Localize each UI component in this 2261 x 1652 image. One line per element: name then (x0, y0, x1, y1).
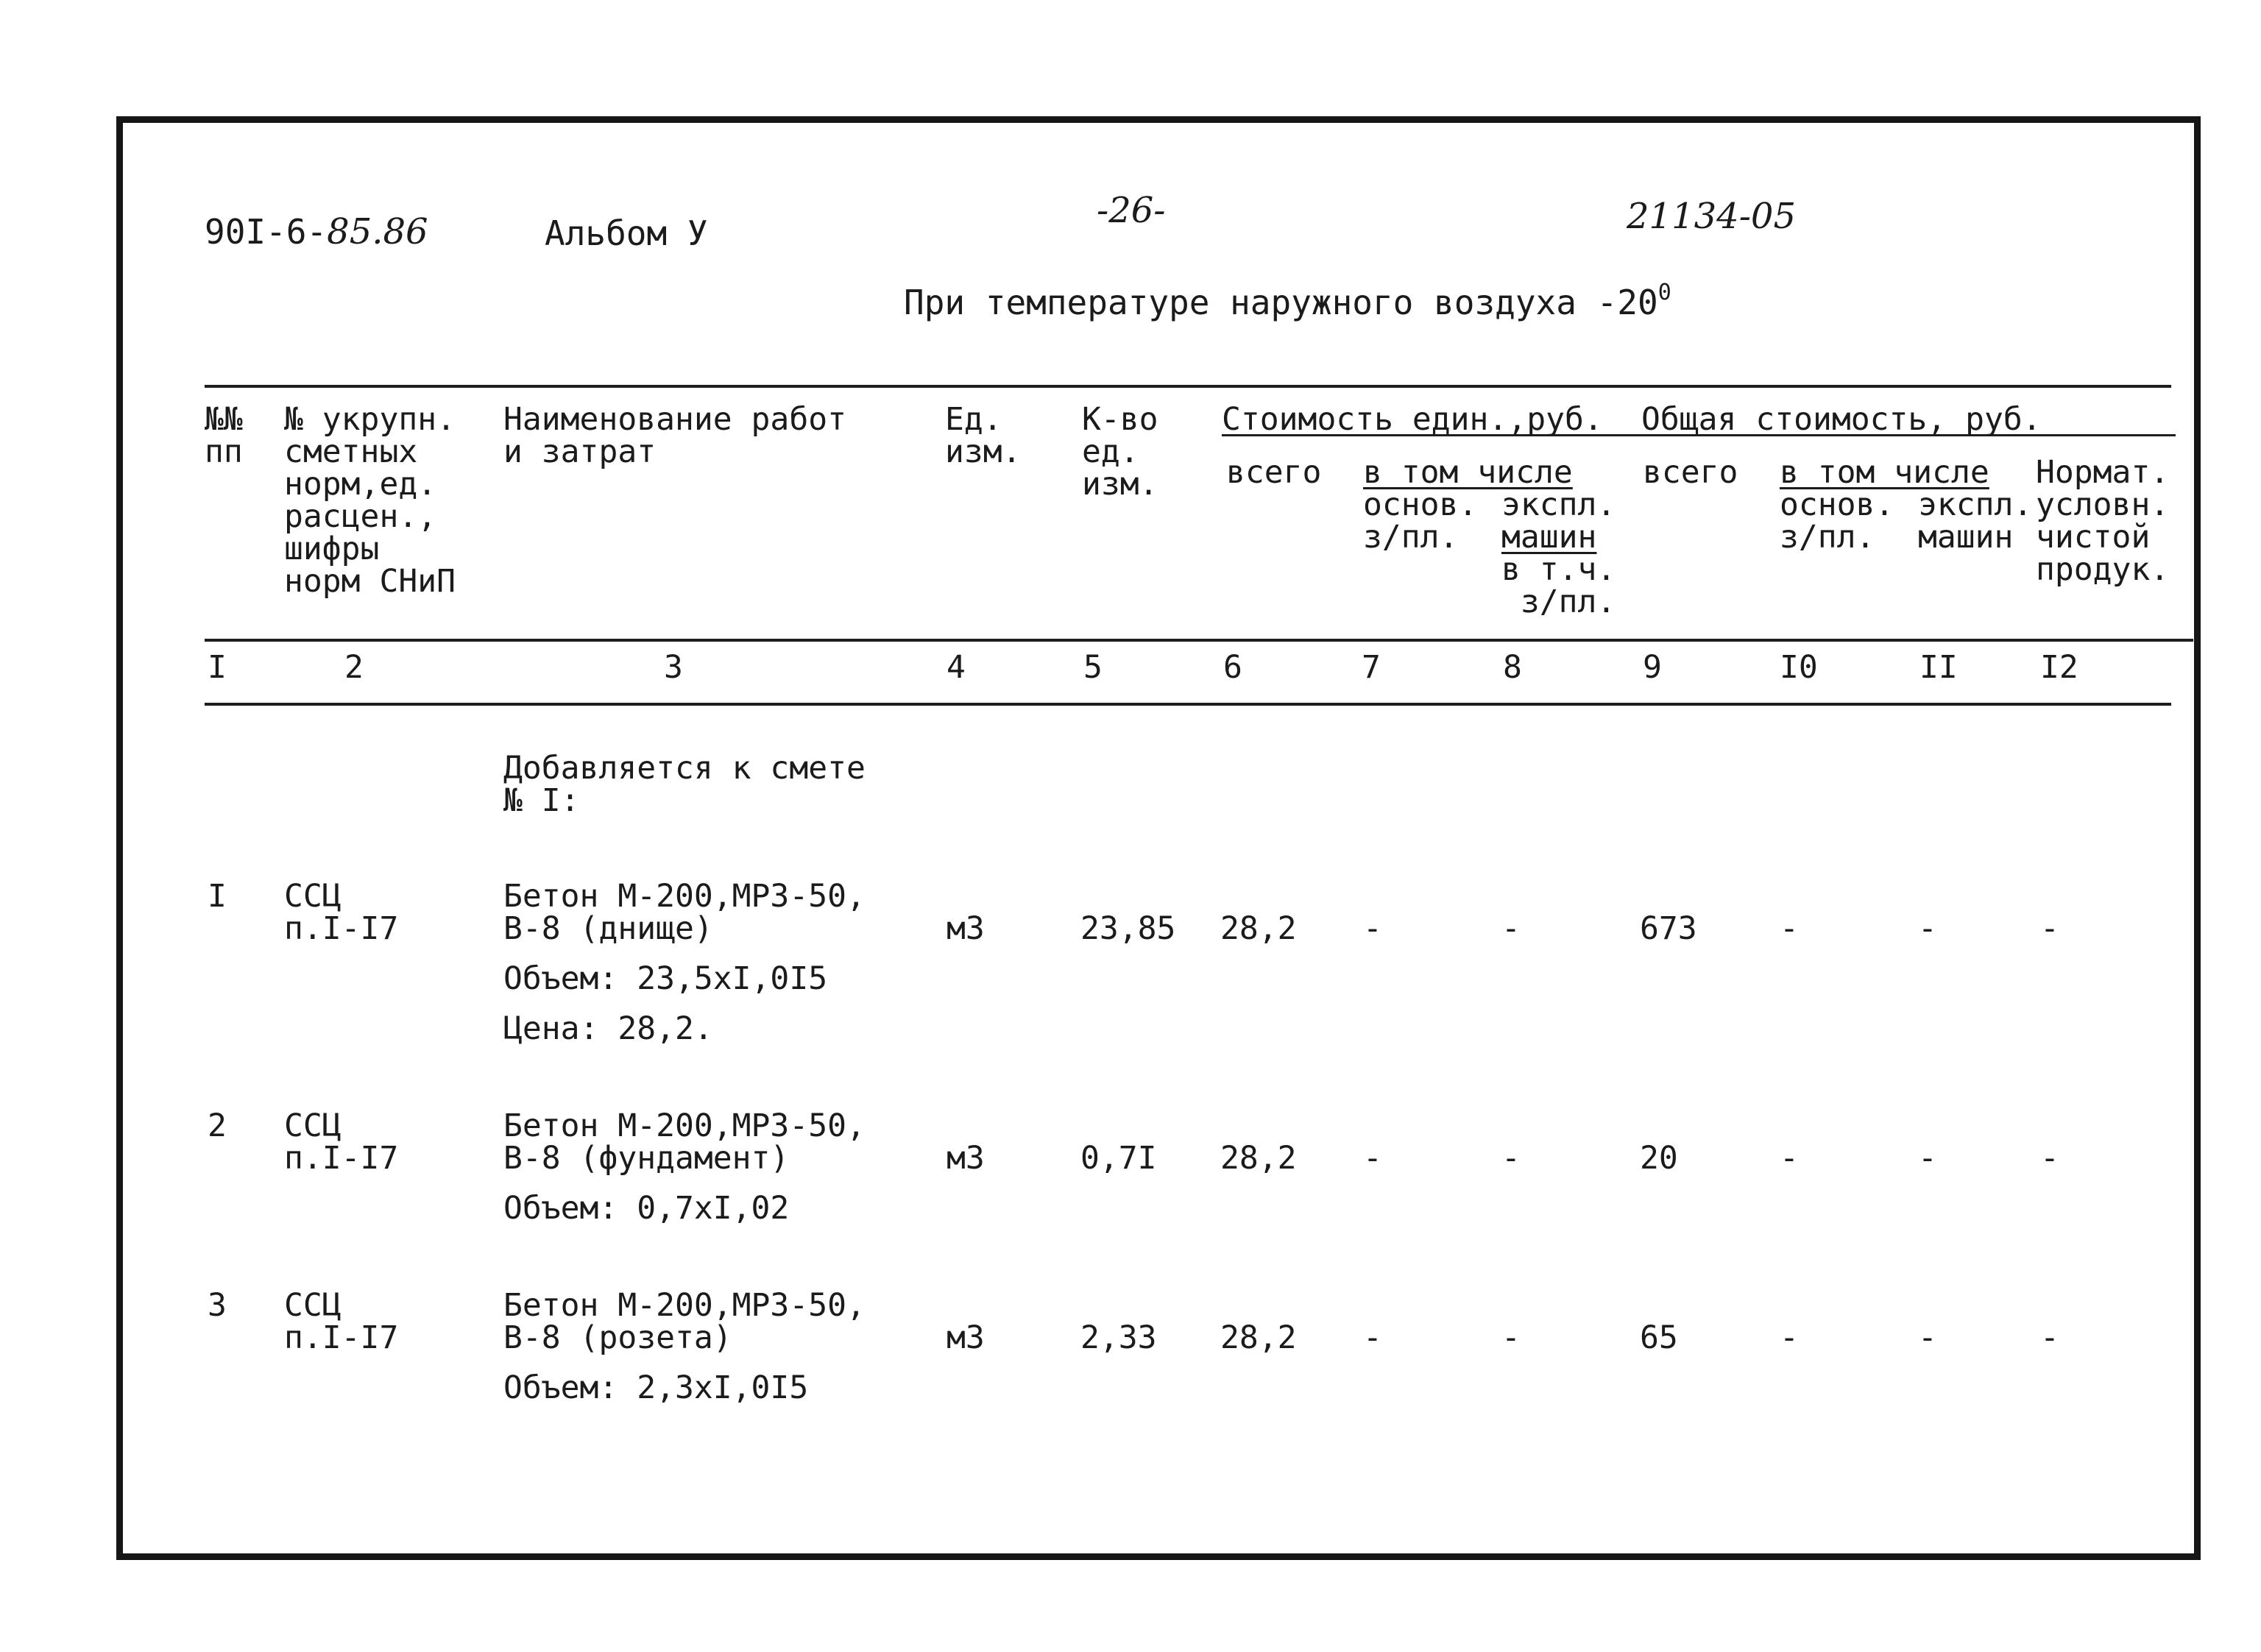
row-total: 65 (1640, 1319, 1678, 1356)
section-note: Добавляется к смете № I: (503, 750, 866, 819)
row-total-machines: - (1918, 1319, 1937, 1356)
row-volume: Объем: 2,3хI,0I5 (503, 1369, 809, 1406)
row-qty: 2,33 (1080, 1319, 1157, 1356)
row-qty: 23,85 (1080, 910, 1176, 947)
row-name: Бетон М-200,МРЗ-50, В-8 (днище) (503, 878, 866, 947)
col-code-header: № укрупн. сметных норм,ед. расцен., шифры норм СНиП (284, 401, 456, 600)
row-normative: - (2040, 1319, 2059, 1356)
col-number-3: 3 (664, 649, 683, 686)
col-name-header: Наименование работ и затрат (503, 401, 846, 470)
row-unit-machines: - (1501, 1319, 1521, 1356)
row-volume: Объем: 23,5хI,0I5 (503, 960, 828, 997)
row-name: Бетон М-200,МРЗ-50, В-8 (розета) (503, 1287, 866, 1356)
row-unit-machines: - (1501, 910, 1521, 947)
col-number-6: 6 (1223, 649, 1242, 686)
doc-code: 90I-6-85.86 (205, 211, 428, 252)
col-qty-header: К-во ед. изм. (1082, 401, 1158, 503)
row-total-wage: - (1780, 1319, 1799, 1356)
row-code: ССЦ п.I-I7 (284, 878, 399, 947)
group-unit-cost-header: Стоимость един.,руб. (1222, 401, 1603, 438)
header-top-rule (205, 385, 2171, 388)
col-number-7: 7 (1362, 649, 1381, 686)
page-frame (116, 116, 2201, 1560)
row-normative: - (2040, 1140, 2059, 1177)
col-unit-wage-header: основ. з/пл. (1363, 486, 1478, 556)
header-bottom-rule (205, 639, 2193, 642)
row-code: ССЦ п.I-I7 (284, 1107, 399, 1177)
col-number-4: 4 (946, 649, 966, 686)
page-number: -26- (1097, 190, 1166, 231)
page-title: При температуре наружного воздуха $-20^0$ (904, 280, 1671, 322)
row-total: 673 (1640, 910, 1697, 947)
numbers-bottom-rule (205, 703, 2171, 706)
row-number: 2 (208, 1107, 227, 1144)
row-price: Цена: 28,2. (503, 1010, 713, 1047)
total-incl-header: в том числе (1780, 454, 1989, 491)
row-code: ССЦ п.I-I7 (284, 1287, 399, 1356)
group-total-cost-header: Общая стоимость, руб. (1641, 401, 2042, 438)
row-unit-wage: - (1363, 1319, 1382, 1356)
archive-number: 21134-05 (1627, 196, 1796, 237)
col-number-9: 9 (1643, 649, 1662, 686)
col-normative-header: Нормат. условн. чистой продук. (2036, 454, 2170, 588)
row-unit: м3 (946, 1319, 985, 1356)
row-unit-total: 28,2 (1220, 910, 1297, 947)
row-unit-total: 28,2 (1220, 1140, 1297, 1177)
row-total-machines: - (1918, 1140, 1937, 1177)
unit-incl-header: в том числе (1363, 454, 1573, 491)
row-unit-total: 28,2 (1220, 1319, 1297, 1356)
row-qty: 0,7I (1080, 1140, 1157, 1177)
col-unit-total-header: всего (1226, 454, 1322, 491)
col-total-wage-header: основ. з/пл. (1780, 486, 1894, 556)
col-number-8: 8 (1503, 649, 1522, 686)
row-total-machines: - (1918, 910, 1937, 947)
album-label: Альбом У (545, 213, 708, 253)
row-unit: м3 (946, 1140, 985, 1177)
row-total: 20 (1640, 1140, 1678, 1177)
row-total-wage: - (1780, 910, 1799, 947)
col-number-2: 2 (344, 649, 364, 686)
col-number-10: I0 (1780, 649, 1818, 686)
row-number: 3 (208, 1287, 227, 1324)
col-unit-machines-top: экспл. (1501, 486, 1616, 523)
row-total-wage: - (1780, 1140, 1799, 1177)
row-volume: Объем: 0,7хI,02 (503, 1190, 790, 1227)
col-num-header: №№ пп (205, 401, 243, 470)
col-number-5: 5 (1083, 649, 1103, 686)
row-name: Бетон М-200,МРЗ-50, В-8 (фундамент) (503, 1107, 866, 1177)
col-unit-machines-mid: машин (1501, 519, 1597, 556)
row-unit: м3 (946, 910, 985, 947)
row-unit-machines: - (1501, 1140, 1521, 1177)
col-total-header: всего (1643, 454, 1738, 491)
col-unit-machines-bot: в т.ч. з/пл. (1501, 551, 1616, 620)
row-normative: - (2040, 910, 2059, 947)
col-total-machines-header: экспл. машин (1918, 486, 2033, 556)
col-unit-header: Ед. изм. (945, 401, 1022, 470)
col-number-11: II (1919, 649, 1958, 686)
col-number-12: I2 (2040, 649, 2078, 686)
row-unit-wage: - (1363, 910, 1382, 947)
row-number: I (208, 878, 227, 915)
col-number-1: I (208, 649, 227, 686)
row-unit-wage: - (1363, 1140, 1382, 1177)
